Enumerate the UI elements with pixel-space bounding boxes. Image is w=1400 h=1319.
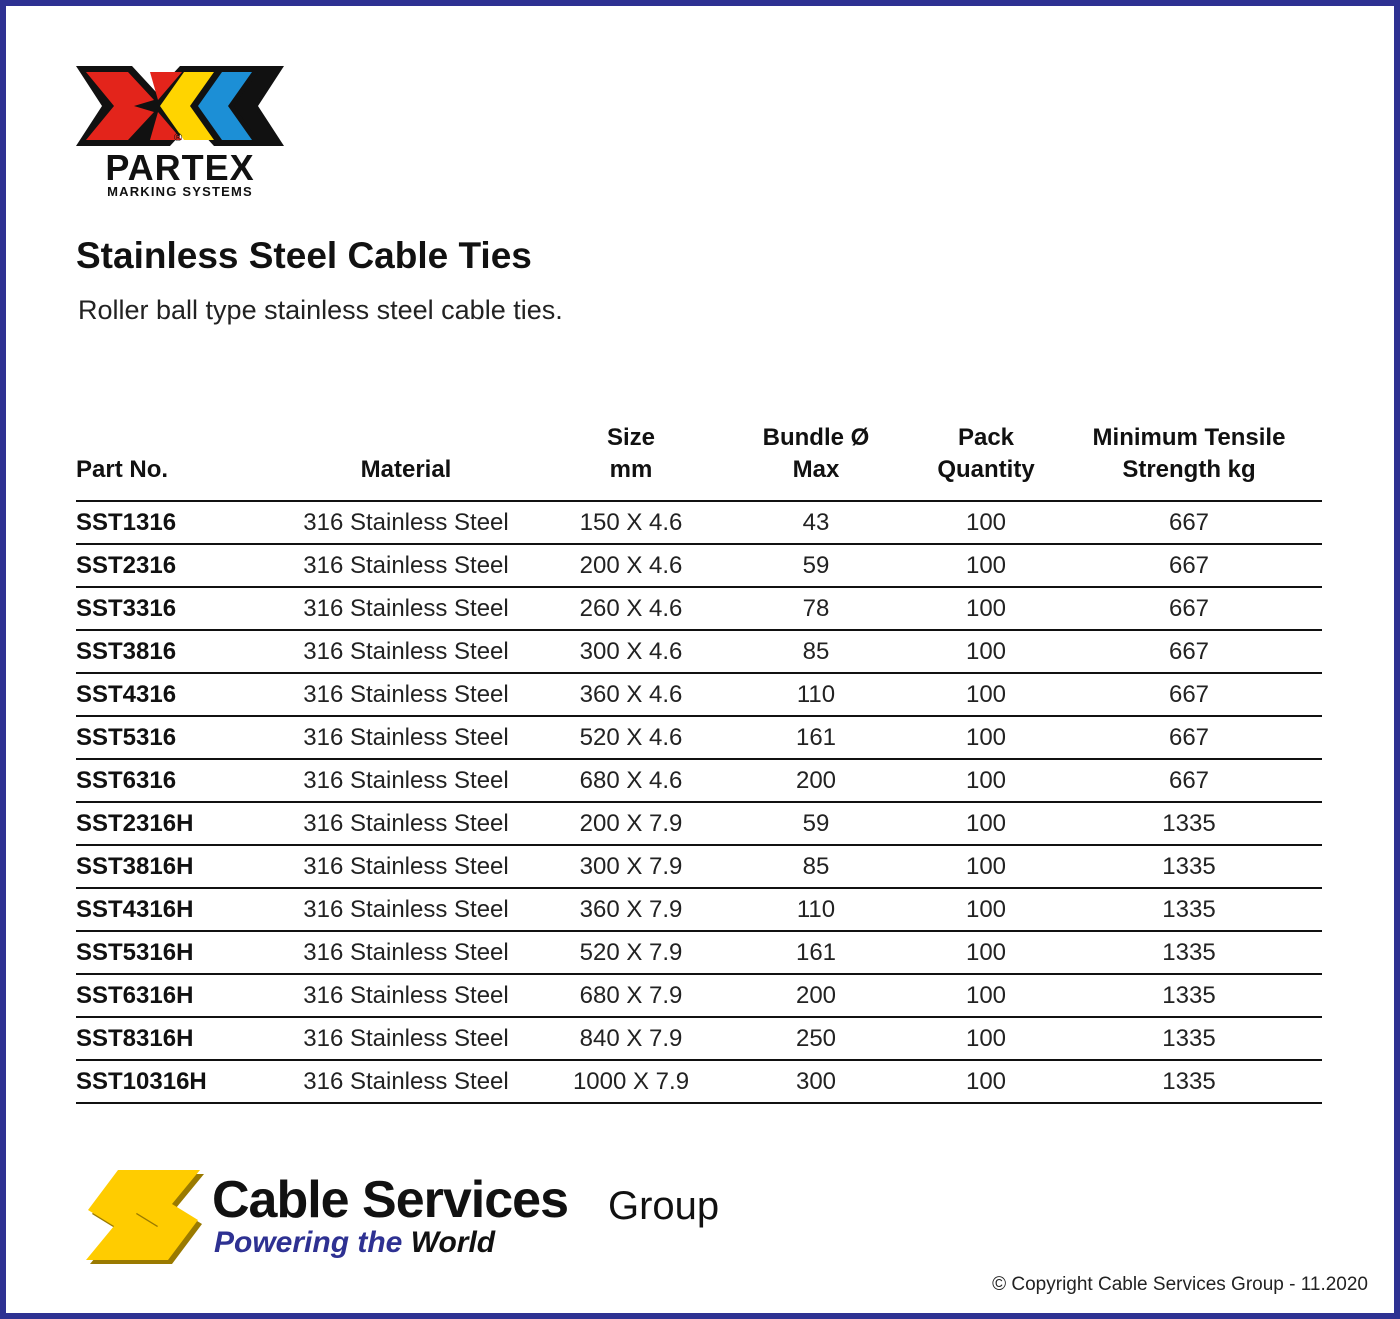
- cell-pack-quantity: 100: [916, 716, 1056, 759]
- cell-pack-quantity: 100: [916, 888, 1056, 931]
- cell-pack-quantity: 100: [916, 630, 1056, 673]
- cell-size: 200 X 4.6: [546, 544, 716, 587]
- cell-size: 300 X 4.6: [546, 630, 716, 673]
- cell-tensile-strength: 667: [1056, 673, 1322, 716]
- table-body: [76, 501, 1322, 1103]
- cell-tensile-strength: 667: [1056, 501, 1322, 544]
- cell-size: 300 X 7.9: [546, 845, 716, 888]
- partex-wordmark: PARTEX: [105, 147, 255, 188]
- table-row: [76, 1017, 1322, 1060]
- header-tensile: Minimum Tensile Strength kg: [1056, 404, 1322, 501]
- cell-part-no: SST2316: [76, 544, 266, 587]
- tagline-part-a: Powering the: [214, 1226, 403, 1259]
- cell-part-no: SST8316H: [76, 1017, 266, 1060]
- cell-size: 150 X 4.6: [546, 501, 716, 544]
- cell-material: 316 Stainless Steel: [266, 845, 546, 888]
- cell-part-no: SST2316H: [76, 802, 266, 845]
- cell-part-no: SST6316: [76, 759, 266, 802]
- csg-group-label: Group: [608, 1184, 720, 1228]
- cell-material: 316 Stainless Steel: [266, 544, 546, 587]
- cell-pack-quantity: 100: [916, 802, 1056, 845]
- cell-size: 200 X 7.9: [546, 802, 716, 845]
- cell-material: 316 Stainless Steel: [266, 716, 546, 759]
- cell-size: 1000 X 7.9: [546, 1060, 716, 1103]
- header-size: Size mm: [546, 404, 716, 501]
- cell-size: 260 X 4.6: [546, 587, 716, 630]
- copyright-notice: © Copyright Cable Services Group - 11.2020: [992, 1274, 1368, 1295]
- cell-pack-quantity: 100: [916, 1017, 1056, 1060]
- cell-pack-quantity: 100: [916, 974, 1056, 1017]
- cell-tensile-strength: 1335: [1056, 845, 1322, 888]
- cell-part-no: SST5316H: [76, 931, 266, 974]
- table-row: [76, 1060, 1322, 1103]
- table-row: [76, 716, 1322, 759]
- cell-bundle-max: 200: [716, 759, 916, 802]
- table-row: [76, 544, 1322, 587]
- csg-chevron-icon: [76, 1164, 206, 1264]
- cell-tensile-strength: 1335: [1056, 1060, 1322, 1103]
- partex-logo: [74, 64, 288, 204]
- tagline-part-b: World: [410, 1226, 496, 1259]
- csg-company-name: Cable Services: [212, 1171, 569, 1229]
- cell-tensile-strength: 667: [1056, 630, 1322, 673]
- cell-bundle-max: 43: [716, 501, 916, 544]
- cell-part-no: SST3816H: [76, 845, 266, 888]
- table-row: [76, 974, 1322, 1017]
- cell-bundle-max: 78: [716, 587, 916, 630]
- cell-tensile-strength: 667: [1056, 716, 1322, 759]
- cell-material: 316 Stainless Steel: [266, 501, 546, 544]
- cell-material: 316 Stainless Steel: [266, 802, 546, 845]
- table-row: [76, 888, 1322, 931]
- table-header-row: [76, 404, 1322, 501]
- cell-size: 840 X 7.9: [546, 1017, 716, 1060]
- product-table-container: [76, 404, 1322, 1104]
- cell-tensile-strength: 667: [1056, 544, 1322, 587]
- cell-bundle-max: 161: [716, 716, 916, 759]
- cell-part-no: SST4316H: [76, 888, 266, 931]
- cell-bundle-max: 85: [716, 630, 916, 673]
- cell-bundle-max: 59: [716, 544, 916, 587]
- cell-material: 316 Stainless Steel: [266, 673, 546, 716]
- cell-size: 520 X 7.9: [546, 931, 716, 974]
- cell-part-no: SST10316H: [76, 1060, 266, 1103]
- cell-tensile-strength: 1335: [1056, 931, 1322, 974]
- cell-pack-quantity: 100: [916, 759, 1056, 802]
- cell-material: 316 Stainless Steel: [266, 931, 546, 974]
- csg-tagline: [214, 1226, 495, 1260]
- header-bundle: Bundle Ø Max: [716, 404, 916, 501]
- cell-bundle-max: 85: [716, 845, 916, 888]
- cell-bundle-max: 250: [716, 1017, 916, 1060]
- cell-bundle-max: 161: [716, 931, 916, 974]
- cell-material: 316 Stainless Steel: [266, 974, 546, 1017]
- cell-size: 520 X 4.6: [546, 716, 716, 759]
- cell-material: 316 Stainless Steel: [266, 1060, 546, 1103]
- cell-material: 316 Stainless Steel: [266, 630, 546, 673]
- page-title: Stainless Steel Cable Ties: [76, 235, 532, 276]
- cell-pack-quantity: 100: [916, 1060, 1056, 1103]
- cell-tensile-strength: 667: [1056, 759, 1322, 802]
- cell-pack-quantity: 100: [916, 845, 1056, 888]
- cell-material: 316 Stainless Steel: [266, 1017, 546, 1060]
- table-row: [76, 802, 1322, 845]
- table-row: [76, 587, 1322, 630]
- cell-bundle-max: 110: [716, 888, 916, 931]
- cell-tensile-strength: 1335: [1056, 974, 1322, 1017]
- cell-bundle-max: 300: [716, 1060, 916, 1103]
- header-part-no: Part No.: [76, 404, 266, 501]
- table-row: [76, 630, 1322, 673]
- cell-part-no: SST5316: [76, 716, 266, 759]
- header-pack: Pack Quantity: [916, 404, 1056, 501]
- cell-size: 360 X 4.6: [546, 673, 716, 716]
- cell-size: 360 X 7.9: [546, 888, 716, 931]
- cell-size: 680 X 7.9: [546, 974, 716, 1017]
- cable-services-logo: [76, 1164, 736, 1274]
- cell-pack-quantity: 100: [916, 544, 1056, 587]
- cell-tensile-strength: 1335: [1056, 802, 1322, 845]
- registered-mark: ®: [174, 132, 183, 144]
- cell-material: 316 Stainless Steel: [266, 587, 546, 630]
- table-row: [76, 673, 1322, 716]
- cell-tensile-strength: 667: [1056, 587, 1322, 630]
- cell-tensile-strength: 1335: [1056, 1017, 1322, 1060]
- product-table: [76, 404, 1322, 1104]
- cell-pack-quantity: 100: [916, 673, 1056, 716]
- cell-part-no: SST1316: [76, 501, 266, 544]
- cell-material: 316 Stainless Steel: [266, 759, 546, 802]
- cell-bundle-max: 110: [716, 673, 916, 716]
- cell-pack-quantity: 100: [916, 501, 1056, 544]
- table-row: [76, 931, 1322, 974]
- table-row: [76, 759, 1322, 802]
- cell-part-no: SST4316: [76, 673, 266, 716]
- cell-part-no: SST3316: [76, 587, 266, 630]
- header-material: Material: [266, 404, 546, 501]
- cell-pack-quantity: 100: [916, 587, 1056, 630]
- cell-bundle-max: 200: [716, 974, 916, 1017]
- cell-pack-quantity: 100: [916, 931, 1056, 974]
- cell-bundle-max: 59: [716, 802, 916, 845]
- partex-subtitle: MARKING SYSTEMS: [107, 184, 253, 199]
- cell-part-no: SST6316H: [76, 974, 266, 1017]
- page-subtitle: Roller ball type stainless steel cable ties.: [78, 295, 563, 325]
- cell-material: 316 Stainless Steel: [266, 888, 546, 931]
- table-row: [76, 501, 1322, 544]
- table-row: [76, 845, 1322, 888]
- cell-tensile-strength: 1335: [1056, 888, 1322, 931]
- cell-part-no: SST3816: [76, 630, 266, 673]
- cell-size: 680 X 4.6: [546, 759, 716, 802]
